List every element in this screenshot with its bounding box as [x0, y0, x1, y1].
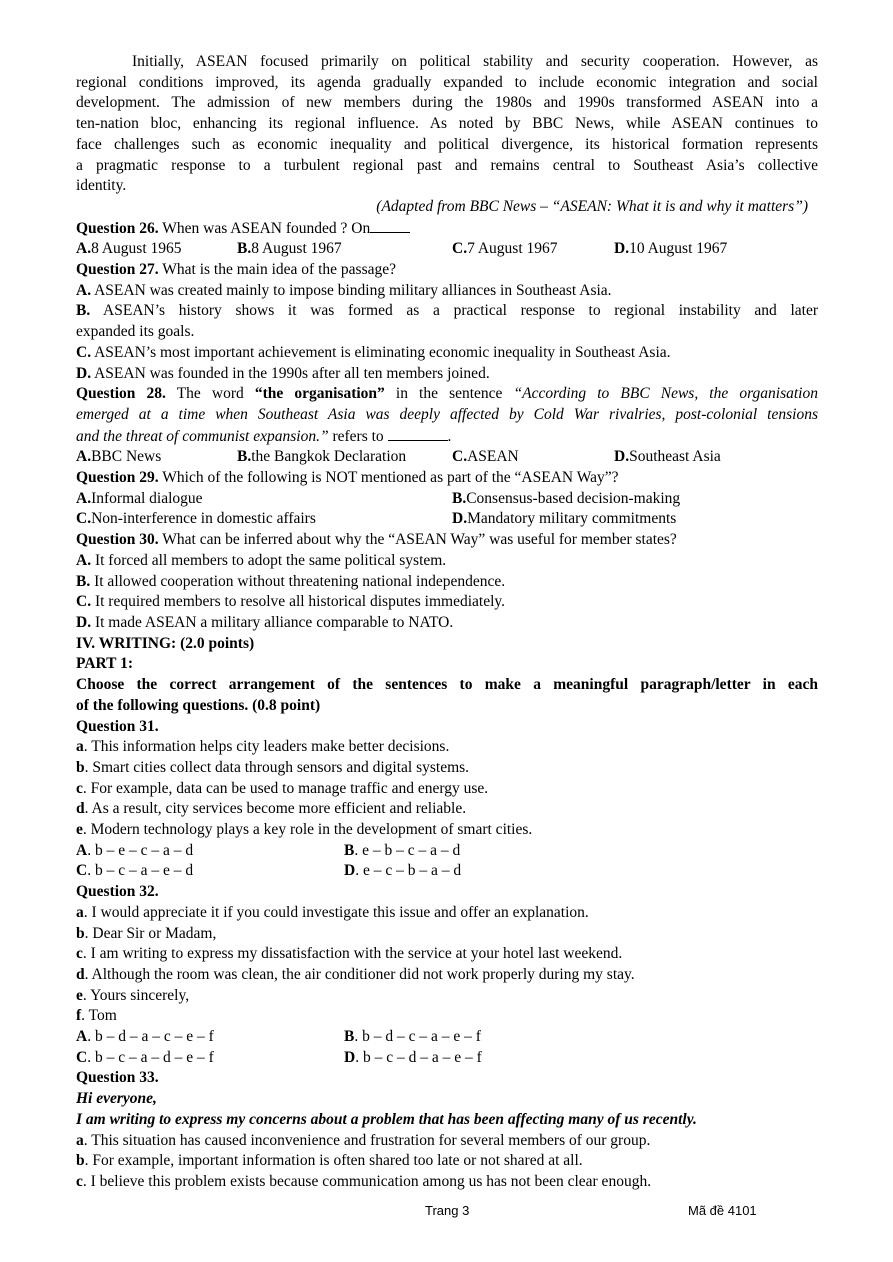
exam-code: Mã đề 4101 — [688, 1203, 757, 1218]
options-row — [76, 841, 818, 862]
option-b[interactable]: B. ASEAN’s history shows it was formed as a practical response to regional instability and later — [76, 302, 818, 320]
passage-line: ten-nation bloc, enhancing its regional influence. As noted by BBC News, while ASEAN continues to — [76, 115, 818, 133]
option-c[interactable]: C.Non-interference in domestic affairs — [76, 510, 316, 528]
question-27 — [76, 260, 818, 384]
option-a[interactable]: A. b – e – c – a – d — [76, 841, 194, 859]
question-label: Question 30. — [76, 531, 159, 549]
question-label: Question 31. — [76, 717, 159, 735]
question-33 — [76, 1068, 818, 1192]
question-label: Question 29. — [76, 469, 159, 487]
option-d[interactable]: D. It made ASEAN a military alliance comparable to NATO. — [76, 613, 454, 631]
passage-line: identity. — [76, 177, 127, 195]
sentence-b: b. Dear Sir or Madam, — [76, 924, 217, 942]
option-d[interactable]: D.10 August 1967 — [614, 240, 728, 258]
question-32 — [76, 882, 818, 1068]
option-b[interactable]: B. It allowed cooperation without threatening national independence. — [76, 572, 506, 590]
letter-greeting: Hi everyone, — [76, 1090, 157, 1108]
question-31 — [76, 717, 818, 883]
writing-section — [76, 634, 818, 717]
option-b[interactable]: B. e – b – c – a – d — [344, 841, 461, 859]
option-b-continued: expanded its goals. — [76, 323, 195, 341]
option-a[interactable]: A. It forced all members to adopt the same political system. — [76, 551, 447, 569]
instructions: of the following questions. (0.8 point) — [76, 696, 321, 714]
question-term: “the organisation” — [254, 385, 385, 403]
option-a[interactable]: A. ASEAN was created mainly to impose binding military alliances in Southeast Asia. — [76, 281, 612, 299]
passage-line: face challenges such as economic inequality and political divergence, its historical formation represents — [76, 135, 818, 153]
sentence-d: d. As a result, city services become more efficient and reliable. — [76, 800, 467, 818]
sentence-c: c. I believe this problem exists because communication among us has not been clear enough. — [76, 1172, 652, 1190]
option-a[interactable]: A.Informal dialogue — [76, 489, 203, 507]
options-row — [76, 861, 818, 882]
question-label: Question 28. — [76, 385, 166, 403]
instructions: Choose the correct arrangement of the sentences to make a meaningful paragraph/letter in each — [76, 676, 818, 694]
sentence-f: f. Tom — [76, 1007, 117, 1025]
sentence-a: a. This information helps city leaders make better decisions. — [76, 738, 450, 756]
option-c[interactable]: C.ASEAN — [452, 448, 519, 466]
sentence-a: a. I would appreciate it if you could investigate this issue and offer an explanation. — [76, 903, 589, 921]
option-a[interactable]: A.8 August 1965 — [76, 240, 182, 258]
option-a[interactable]: A.BBC News — [76, 448, 162, 466]
sentence-d: d. Although the room was clean, the air conditioner did not work properly during my stay. — [76, 965, 635, 983]
question-28: Question 28. The word “the organisation” in the sentence “According to BBC News, the organisation emerged at a time when Southeast Asia was deeply affected by Cold War rivalries, post-colonial tensions and the threat of communist expansion.” refers to . A.BBC News B.the Bangkok Declaration C.ASEAN D.Southeast Asia — [76, 384, 818, 468]
option-c[interactable]: C.7 August 1967 — [452, 240, 558, 258]
passage-line: development. The admission of new members during the 1980s and 1990s transformed ASEAN into a — [76, 94, 818, 112]
question-26 — [76, 218, 818, 260]
sentence-e: e. Modern technology plays a key role in the development of smart cities. — [76, 821, 533, 839]
option-d[interactable]: D.Mandatory military commitments — [452, 510, 677, 528]
sentence-c: c. For example, data can be used to manage traffic and energy use. — [76, 779, 489, 797]
options-row — [76, 489, 818, 510]
passage — [76, 52, 818, 218]
option-b[interactable]: B.Consensus-based decision-making — [452, 489, 681, 507]
option-d[interactable]: D. b – c – d – a – e – f — [344, 1048, 482, 1066]
question-label: Question 33. — [76, 1069, 159, 1087]
options-row — [76, 239, 818, 260]
option-c[interactable]: C. b – c – a – e – d — [76, 862, 194, 880]
option-c[interactable]: C. b – c – a – d – e – f — [76, 1048, 214, 1066]
options-row — [76, 1048, 818, 1069]
options-row — [76, 1027, 818, 1048]
question-label: Question 27. — [76, 261, 159, 279]
passage-source: (Adapted from BBC News – “ASEAN: What it is and why it matters”) — [376, 197, 808, 215]
option-d[interactable]: D. e – c – b – a – d — [344, 862, 462, 880]
question-29 — [76, 468, 818, 530]
option-d[interactable]: D.Southeast Asia — [614, 448, 721, 466]
question-quote: emerged at a time when Southeast Asia was deeply affected by Cold War rivalries, post-colonial tensions — [76, 405, 818, 423]
option-c[interactable]: C. ASEAN’s most important achievement is eliminating economic inequality in Southeast Asia. — [76, 343, 671, 361]
passage-line: Initially, ASEAN focused primarily on political stability and security cooperation. However, as — [132, 53, 818, 70]
question-label: Question 26. — [76, 219, 159, 237]
sentence-b: b. Smart cities collect data through sensors and digital systems. — [76, 758, 470, 776]
passage-line: regional conditions improved, its agenda gradually expanded to include economic integration and social — [76, 73, 818, 91]
sentence-a: a. This situation has caused inconvenience and frustration for several members of our group. — [76, 1131, 651, 1149]
option-c[interactable]: C. It required members to resolve all historical disputes immediately. — [76, 593, 506, 611]
sentence-b: b. For example, important information is often shared too late or not shared at all. — [76, 1152, 583, 1170]
exam-page — [76, 52, 818, 1193]
section-heading: IV. WRITING: (2.0 points) — [76, 634, 255, 652]
page-number: Trang 3 — [425, 1203, 470, 1218]
part-heading: PART 1: — [76, 655, 134, 673]
answer-blank — [388, 426, 448, 441]
question-text: What can be inferred about why the “ASEAN Way” was useful for member states? — [158, 531, 677, 549]
sentence-e: e. Yours sincerely, — [76, 986, 190, 1004]
question-30 — [76, 530, 818, 634]
question-text: What is the main idea of the passage? — [158, 261, 396, 279]
passage-line: a pragmatic response to a turbulent regional past and remains central to Southeast Asia’s collective — [76, 156, 818, 174]
option-d[interactable]: D. ASEAN was founded in the 1990s after all ten members joined. — [76, 364, 490, 382]
question-text: Which of the following is NOT mentioned as part of the “ASEAN Way”? — [158, 469, 619, 487]
question-label: Question 32. — [76, 883, 159, 901]
options-row — [76, 447, 818, 468]
sentence-c: c. I am writing to express my dissatisfaction with the service at your hotel last weekend. — [76, 945, 623, 963]
answer-blank — [370, 218, 410, 233]
options-row — [76, 509, 818, 530]
question-text: When was ASEAN founded ? On — [158, 219, 371, 237]
option-a[interactable]: A. b – d – a – c – e – f — [76, 1028, 214, 1046]
option-b[interactable]: B.8 August 1967 — [237, 240, 342, 258]
letter-intro: I am writing to express my concerns about a problem that has been affecting many of us recently. — [76, 1110, 697, 1128]
option-b[interactable]: B. b – d – c – a – e – f — [344, 1028, 481, 1046]
option-b[interactable]: B.the Bangkok Declaration — [237, 448, 407, 466]
